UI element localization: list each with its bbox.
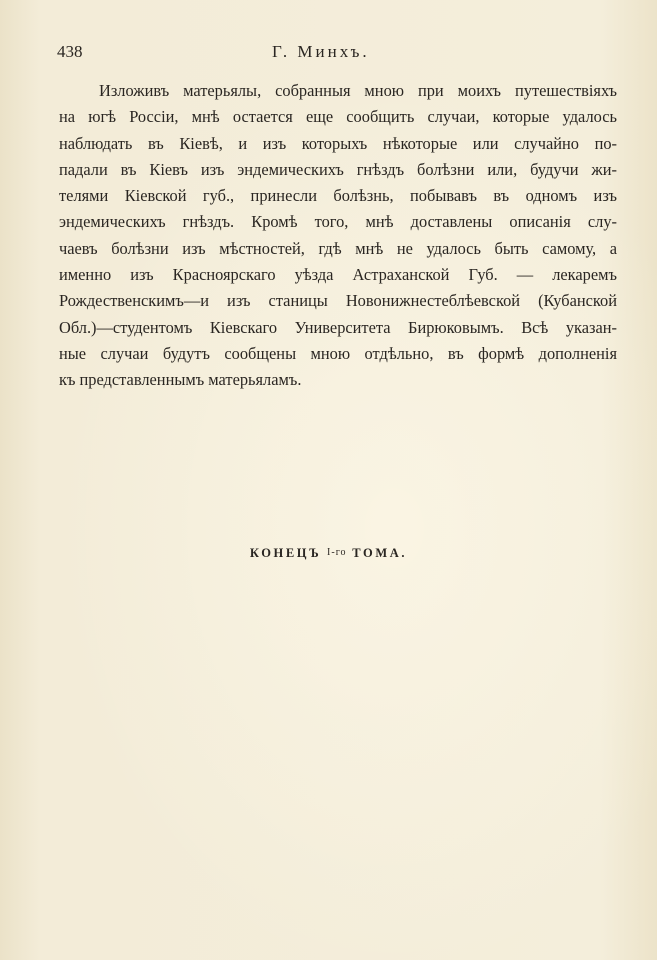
- page-number: 438: [57, 42, 83, 61]
- text-line: падали въ Кiевъ изъ эндемическихъ гнѣздъ болѣзни или, будучи жи-: [59, 159, 617, 179]
- text-line: Обл.)—студентомъ Кiевскаго Университета Бирюковымъ. Всѣ указан-: [59, 317, 617, 337]
- text-line: эндемическихъ гнѣздъ. Кромѣ того, мнѣ доставлены описанiя слу-: [59, 212, 617, 232]
- text-line: наблюдать въ Кiевѣ, и изъ которыхъ нѣкоторые или случайно по-: [59, 133, 617, 153]
- text-line: на югѣ Россiи, мнѣ остается еще сообщить случаи, которые удалось: [59, 107, 617, 127]
- text-line: телями Кiевской губ., принесли болѣзнь, побывавъ въ одномъ изъ: [59, 186, 617, 206]
- volume-ordinal: I-го: [327, 547, 347, 558]
- body-paragraph: [59, 78, 617, 394]
- text-line: Рождественскимъ—и изъ станицы Новонижнестеблѣевской (Кубанской: [59, 291, 617, 311]
- text-line: Изложивъ матерьялы, собранныя мною при моихъ путешествiяхъ: [99, 81, 617, 100]
- end-of-volume-note: [0, 546, 657, 561]
- page-header: [57, 42, 617, 66]
- running-title: Г. Минхъ.: [272, 42, 370, 61]
- text-line: именно изъ Красноярскаго уѣзда Астраханской Губ. — лекаремъ: [59, 265, 617, 285]
- text-line: чаевъ болѣзни изъ мѣстностей, гдѣ мнѣ не удалось быть самому, а: [59, 238, 617, 258]
- text-line: ные случаи будутъ сообщены мною отдѣльно, въ формѣ дополненiя: [59, 343, 617, 363]
- end-word: КОНЕЦЪ: [249, 546, 322, 560]
- text-line: къ представленнымъ матерьяламъ.: [59, 370, 302, 390]
- volume-word: ТОМА.: [352, 546, 408, 560]
